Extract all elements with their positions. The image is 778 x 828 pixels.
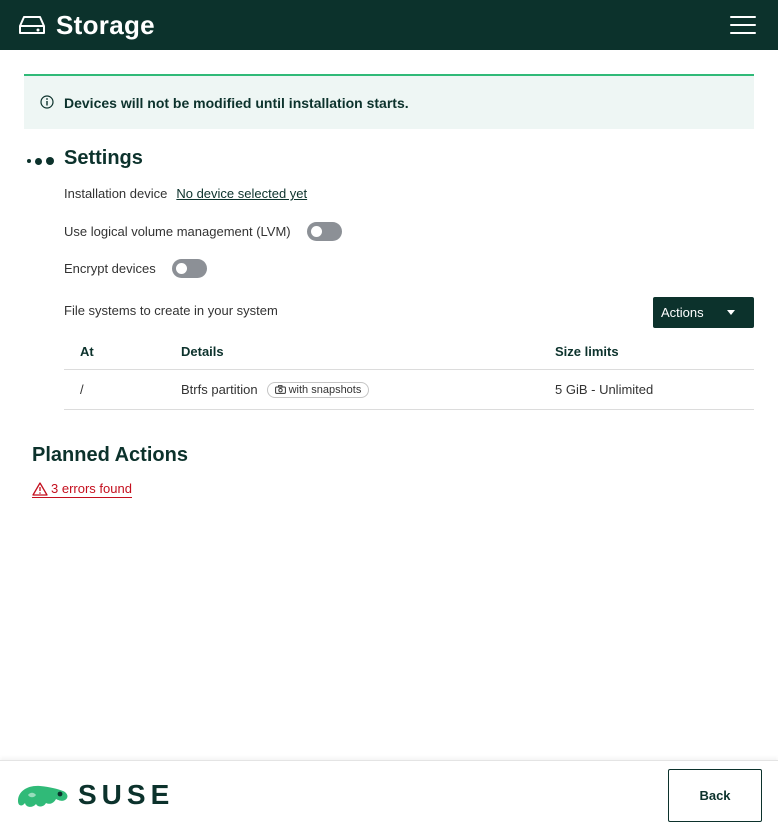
column-header-size: Size limits <box>555 344 619 359</box>
cell-details <box>181 382 369 398</box>
alert-text: Devices will not be modified until installation starts. <box>64 94 409 111</box>
info-icon <box>40 95 55 110</box>
installation-device-row <box>64 186 307 201</box>
cell-at: / <box>80 382 84 397</box>
details-text: Btrfs partition <box>181 382 258 397</box>
warning-icon <box>32 482 48 496</box>
table-row[interactable] <box>64 370 754 410</box>
errors-link[interactable] <box>32 481 132 498</box>
column-header-at: At <box>80 344 94 359</box>
info-alert <box>24 74 754 129</box>
cell-size: 5 GiB - Unlimited <box>555 382 654 397</box>
loading-dots-icon <box>27 157 54 165</box>
column-header-details: Details <box>181 344 224 359</box>
planned-actions-title: Planned Actions <box>32 444 188 466</box>
filesystems-row <box>64 303 278 318</box>
lvm-toggle[interactable] <box>307 222 342 241</box>
installation-device-link[interactable]: No device selected yet <box>176 186 308 201</box>
encrypt-label: Encrypt devices <box>64 261 156 276</box>
actions-label: Actions <box>661 305 704 320</box>
caret-down-icon <box>727 310 735 315</box>
badge-text: with snapshots <box>288 383 362 396</box>
footer <box>0 760 778 828</box>
top-bar <box>0 0 778 50</box>
actions-dropdown-button[interactable] <box>653 297 754 328</box>
hamburger-menu-icon[interactable] <box>730 14 756 36</box>
lvm-row <box>64 222 342 241</box>
settings-title: Settings <box>64 147 143 169</box>
encrypt-toggle[interactable] <box>172 259 207 278</box>
page-title: Storage <box>56 9 155 40</box>
camera-icon <box>275 385 286 394</box>
filesystems-label: File systems to create in your system <box>64 303 278 318</box>
installation-device-label: Installation device <box>64 186 168 201</box>
table-header <box>64 334 754 370</box>
filesystems-table <box>64 334 754 410</box>
suse-logo <box>16 779 174 811</box>
snapshots-badge <box>267 382 370 398</box>
chameleon-icon <box>16 781 70 809</box>
logo-text: SUSE <box>78 779 175 810</box>
encrypt-row <box>64 259 207 278</box>
lvm-label: Use logical volume management (LVM) <box>64 224 291 239</box>
back-button[interactable]: Back <box>668 769 762 822</box>
hard-drive-icon <box>18 14 46 36</box>
errors-text: 3 errors found <box>51 481 132 496</box>
